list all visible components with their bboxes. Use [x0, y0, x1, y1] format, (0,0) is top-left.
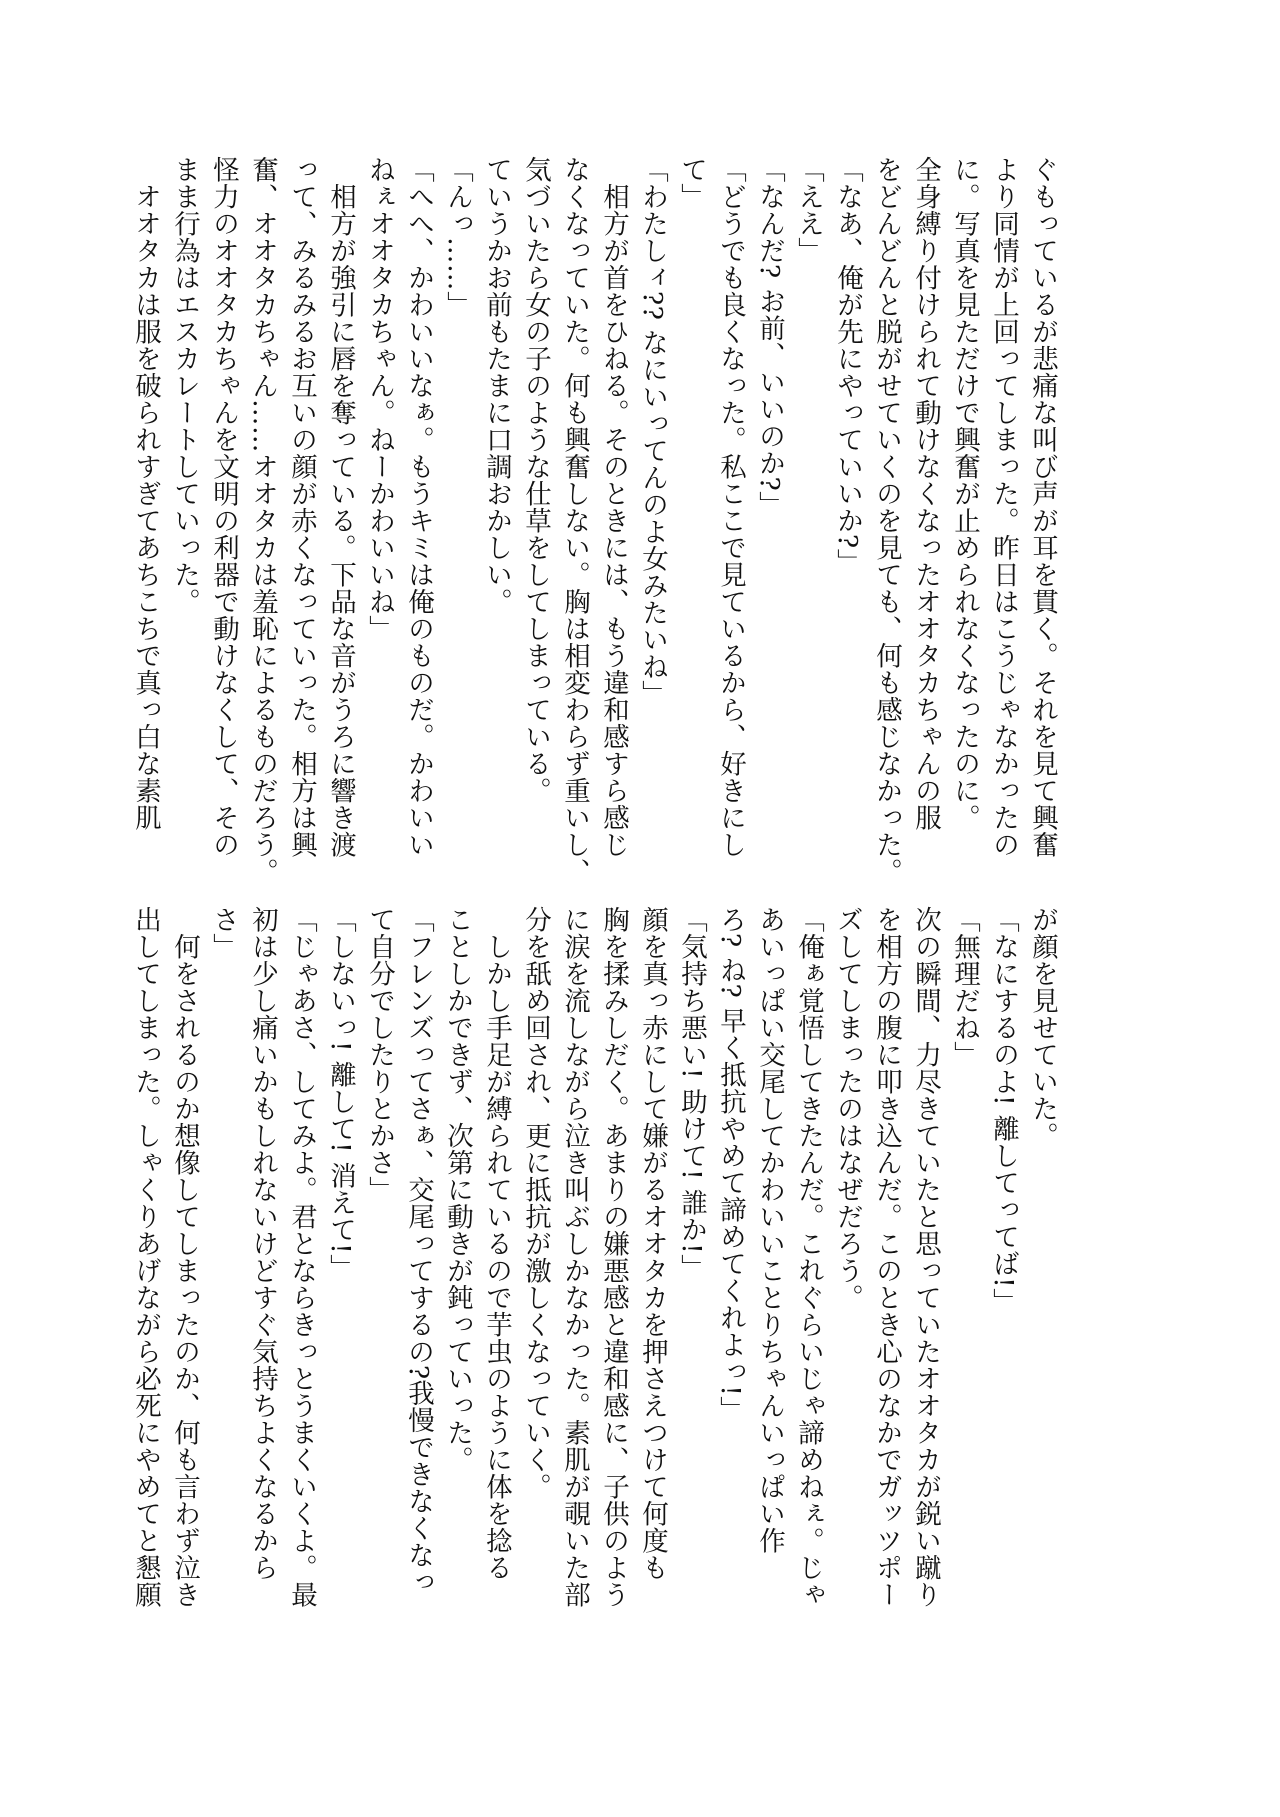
text-line: をどんどんと脱がせていくのを見ても、何も感じなかった。	[871, 156, 902, 885]
text-line: 全身縛り付けられて動けなくなったオオタカちゃんの服	[910, 156, 941, 831]
text-line: 出してしまった。しゃくりあげながら必死にやめてと懇願	[130, 906, 161, 1608]
text-line: 何をされるのか想像してしまったのか、何も言わず泣き	[169, 906, 200, 1608]
text-line: 気づいたら女の子のような仕草をしてしまっている。	[520, 156, 551, 804]
lower-text-block	[126, 906, 1062, 1608]
text-line: 次の瞬間、力尽きていたと思っていたオオタカが鋭い蹴り	[910, 906, 941, 1608]
text-line: を相方の腹に叩き込んだ。このとき心のなかでガッツポー	[871, 906, 902, 1608]
text-line: 相方が強引に唇を奪っている。下品な音がうろに響き渡	[325, 156, 356, 858]
text-line: ていうかお前もたまに口調おかしい。	[481, 156, 512, 615]
text-line: ろ? ね? 早く抵抗やめて諦めてくれよっ!」	[715, 906, 746, 1424]
text-line: 「フレンズってさぁ、交尾ってするの?我慢できなくなっ	[403, 906, 434, 1596]
text-line: って、みるみるお互いの顔が赤くなっていった。相方は興	[286, 156, 317, 858]
text-line: に涙を流しながら泣き叫ぶしかなかった。素肌が覗いた部	[559, 906, 590, 1608]
text-line: ねぇオオタカちゃん。ねーかわいいね」	[364, 156, 395, 642]
text-line: より同情が上回ってしまった。昨日はこうじゃなかったの	[988, 156, 1019, 858]
text-line: しかし手足が縛られているので芋虫のように体を捻る	[481, 906, 512, 1581]
upper-text-block	[126, 156, 1062, 885]
text-line: 「じゃあさ、してみよ。君とならきっとうまくいくよ。最	[286, 906, 317, 1608]
text-line: 顔を真っ赤にして嫌がるオオタカを押さえつけて何度も	[637, 906, 668, 1581]
text-line: 「気持ち悪い! 助けて! 誰か!」	[676, 906, 707, 1282]
text-line: が顔を見せていた。	[1027, 906, 1058, 1149]
text-line: 「ええ」	[793, 156, 824, 264]
text-line: 「なあ、俺が先にやっていいか?」	[832, 156, 863, 576]
text-line: 「なんだ? お前、いいのか?」	[754, 156, 785, 519]
text-line: あいっぱい交尾してかわいいことりちゃんいっぱい作	[754, 906, 785, 1554]
text-line: 「わたしィ?? なにいってんのよ女みたいね」	[637, 156, 668, 708]
text-line: 初は少し痛いかもしれないけどすぐ気持ちよくなるから	[247, 906, 278, 1581]
text-line: 「俺ぁ覚悟してきたんだ。これぐらいじゃ諦めねぇ。じゃ	[793, 906, 824, 1608]
text-line: ことしかできず、次第に動きが鈍っていった。	[442, 906, 473, 1473]
text-line: 分を舐め回され、更に抵抗が激しくなっていく。	[520, 906, 551, 1500]
text-line: ズしてしまったのはなぜだろう。	[832, 906, 863, 1311]
text-line: なくなっていた。何も興奮しない。胸は相変わらず重いし、	[559, 156, 590, 885]
text-line: さ」	[208, 906, 239, 960]
text-line: ぐもっているが悲痛な叫び声が耳を貫く。それを見て興奮	[1027, 156, 1058, 858]
text-line: 怪力のオオタカちゃんを文明の利器で動けなくして、その	[208, 156, 239, 858]
text-line: に。写真を見ただけで興奮が止められなくなったのに。	[949, 156, 980, 831]
text-line: 「どうでも良くなった。私ここで見ているから、好きにし	[715, 156, 746, 858]
text-line: オオタカは服を破られすぎてあちこちで真っ白な素肌	[130, 156, 161, 831]
text-line: て」	[676, 156, 707, 210]
text-line: 「へへ、かわいいなぁ。もうキミは俺のものだ。かわいい	[403, 156, 434, 858]
text-line: 「しないっ! 離して! 消えて!」	[325, 906, 356, 1282]
text-line: て自分でしたりとかさ」	[364, 906, 395, 1203]
text-line: 「んっ……」	[442, 156, 473, 318]
text-line: 胸を揉みしだく。あまりの嫌悪感と違和感に、子供のよう	[598, 906, 629, 1608]
text-line: 「無理だね」	[949, 906, 980, 1068]
text-line: 「なにするのよ! 離してってば!」	[988, 906, 1019, 1316]
text-line: 相方が首をひねる。そのときには、もう違和感すら感じ	[598, 156, 629, 858]
text-line: まま行為はエスカレートしていった。	[169, 156, 200, 615]
text-line: 奮、オオタカちゃん……オオタカは羞恥によるものだろう。	[247, 156, 278, 885]
